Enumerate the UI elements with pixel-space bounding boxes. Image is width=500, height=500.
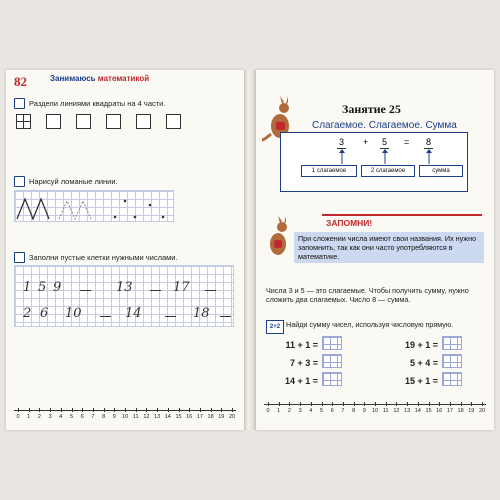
number-line-label: 5: [69, 414, 74, 420]
number-line-label: 11: [382, 408, 389, 414]
running-head-accent: математикой: [97, 74, 150, 83]
number-line-tick: [450, 402, 451, 406]
number-line-tick: [279, 402, 280, 406]
number-line-left: [14, 410, 236, 424]
label-addend-2: 2 слагаемое: [361, 165, 415, 177]
polyline-drawings: [15, 191, 175, 223]
number-line-tick: [189, 408, 190, 412]
grid-number: 10: [65, 306, 82, 321]
left-page: [6, 70, 244, 430]
number-line-label: 16: [186, 414, 193, 420]
number-line-label: 7: [341, 408, 345, 414]
number-line-label: 19: [468, 408, 475, 414]
grid-number: 1: [23, 280, 32, 295]
number-line-tick: [461, 402, 462, 406]
number-line-tick: [407, 402, 408, 406]
number-line-label: 10: [371, 408, 379, 414]
number-line-tick: [482, 402, 483, 406]
number-line-tick: [157, 408, 158, 412]
blank-dash: [100, 316, 111, 317]
number-line-tick: [146, 408, 147, 412]
number-line-tick: [429, 402, 430, 406]
grid-number: 17: [173, 280, 190, 295]
number-line-label: 13: [404, 408, 411, 414]
number-line-label: 12: [143, 414, 150, 420]
number-line-tick: [471, 402, 472, 406]
number-line-label: 19: [218, 414, 225, 420]
number-line-label: 2: [287, 408, 291, 414]
running-head-text: Занимаюсь: [50, 74, 98, 83]
square: [166, 114, 181, 129]
number-line-label: 15: [175, 414, 182, 420]
number-line-label: 18: [207, 414, 214, 420]
answer-box[interactable]: [442, 372, 462, 386]
book-gutter: [244, 70, 256, 430]
remember-rule: [322, 214, 482, 216]
square: [46, 114, 61, 129]
number-line-tick: [311, 402, 312, 406]
number-line-label: 8: [102, 414, 106, 420]
number-line-tick: [300, 402, 301, 406]
number-line-label: 7: [91, 414, 95, 420]
number-line-tick: [418, 402, 419, 406]
addition-diagram: [280, 132, 468, 192]
lesson-title: Занятие 25: [342, 102, 401, 116]
number-line-label: 1: [27, 414, 31, 420]
grid-number: 18: [193, 306, 210, 321]
number-line-tick: [386, 402, 387, 406]
kangaroo-icon: [262, 216, 292, 260]
answer-box[interactable]: [322, 354, 342, 368]
square: [76, 114, 91, 129]
answer-box[interactable]: [322, 336, 342, 350]
number-line-tick: [125, 408, 126, 412]
equation: 5 + 4 =: [409, 358, 438, 368]
body-text: Числа 3 и 5 — это слагаемые. Чтобы получить сумму, нужно сложить два слагаемых. Число 8 — сумма.: [266, 286, 469, 304]
divider-line: [17, 121, 30, 122]
number-line-tick: [72, 408, 73, 412]
grid-number: 14: [125, 306, 142, 321]
number-line-tick: [93, 408, 94, 412]
running-head: [50, 74, 149, 83]
grid-number: 2: [23, 306, 32, 321]
addend-1: 3: [339, 137, 345, 147]
number-line-label: 6: [330, 408, 334, 414]
square: [136, 114, 151, 129]
remember-heading: ЗАПОМНИ!: [326, 218, 373, 228]
number-line-tick: [396, 402, 397, 406]
number-line-label: 15: [425, 408, 432, 414]
task1-text: Раздели линиями квадраты на 4 части.: [29, 99, 166, 108]
number-line-label: 0: [16, 414, 20, 420]
equation: 14 + 1 =: [284, 376, 318, 386]
number-line-label: 8: [352, 408, 356, 414]
number-line-tick: [221, 408, 222, 412]
lesson-subtitle: Слагаемое. Слагаемое. Сумма: [312, 120, 457, 131]
number-line-label: 17: [446, 408, 453, 414]
polyline-grid: [14, 190, 174, 222]
equation: 19 + 1 =: [404, 340, 438, 350]
grid-number: 5: [38, 280, 47, 295]
number-line-label: 6: [80, 414, 84, 420]
square: [106, 114, 121, 129]
sum-value: 8: [426, 137, 432, 147]
square-divided: [16, 114, 31, 129]
number-line-tick: [354, 402, 355, 406]
number-line-label: 3: [48, 414, 52, 420]
label-addend-1: 1 слагаемое: [301, 165, 357, 177]
task3-text: Заполни пустые клетки нужными числами.: [29, 253, 178, 262]
number-line-tick: [61, 408, 62, 412]
number-line-tick: [29, 408, 30, 412]
number-line-label: 9: [362, 408, 366, 414]
task-badge: 2+2: [266, 320, 284, 334]
number-line-tick: [168, 408, 169, 412]
number-line-tick: [332, 402, 333, 406]
number-line-label: 4: [309, 408, 313, 414]
pencil-icon: [14, 252, 25, 263]
number-line-tick: [343, 402, 344, 406]
equation: 11 + 1 =: [285, 340, 318, 350]
number-line-tick: [211, 408, 212, 412]
blank-dash: [220, 316, 231, 317]
number-line-tick: [200, 408, 201, 412]
number-line-tick: [375, 402, 376, 406]
remember-text: При сложении числа имеют свои названия. Их нужно запомнить, так как они часто употребляются в математике.: [294, 232, 484, 263]
number-line-tick: [39, 408, 40, 412]
page-number: 82: [14, 74, 27, 89]
answer-box[interactable]: [442, 336, 462, 350]
number-line-label: 14: [164, 414, 171, 420]
number-line-tick: [114, 408, 115, 412]
plus-sign: +: [363, 137, 369, 147]
number-line-tick: [439, 402, 440, 406]
number-line-tick: [364, 402, 365, 406]
task2-text: Нарисуй ломаные линии.: [29, 177, 118, 186]
blank-dash: [205, 290, 216, 291]
number-line-label: 11: [132, 414, 139, 420]
number-line-tick: [268, 402, 269, 406]
number-line-right: [264, 404, 486, 418]
number-line-label: 12: [393, 408, 400, 414]
number-line-ticks: [264, 404, 486, 418]
blank-dash: [165, 316, 176, 317]
number-line-label: 20: [228, 414, 236, 420]
number-line-label: 9: [112, 414, 116, 420]
number-line-tick: [18, 408, 19, 412]
pencil-icon: [14, 98, 25, 109]
label-sum: сумма: [419, 165, 463, 177]
number-line-tick: [322, 402, 323, 406]
grid-number: 6: [40, 306, 49, 321]
number-line-tick: [82, 408, 83, 412]
number-line-label: 10: [121, 414, 129, 420]
number-line-label: 5: [319, 408, 324, 414]
number-line-label: 0: [266, 408, 270, 414]
addend-2: 5: [382, 137, 388, 147]
grid-number: 13: [116, 280, 133, 295]
equation: 15 + 1 =: [404, 376, 438, 386]
number-line-tick: [179, 408, 180, 412]
blank-dash: [80, 290, 91, 291]
number-line-ticks: [14, 410, 236, 424]
number-line-label: 20: [478, 408, 486, 414]
number-line-label: 1: [277, 408, 281, 414]
number-line-tick: [136, 408, 137, 412]
number-line-tick: [104, 408, 105, 412]
number-line-tick: [232, 408, 233, 412]
answer-box[interactable]: [442, 354, 462, 368]
number-line-label: 17: [196, 414, 203, 420]
pencil-icon: [14, 176, 25, 187]
right-page: [256, 70, 494, 430]
task-text: Найди сумму чисел, используя числовую прямую.: [286, 320, 454, 329]
number-line-label: 13: [154, 414, 161, 420]
arrows: [281, 149, 467, 165]
number-line-label: 16: [436, 408, 443, 414]
grid-number: 9: [53, 280, 62, 295]
equals-sign: =: [404, 137, 410, 147]
number-line-label: 18: [457, 408, 464, 414]
answer-box[interactable]: [322, 372, 342, 386]
equation: 7 + 3 =: [289, 358, 318, 368]
number-line-label: 3: [298, 408, 302, 414]
blank-dash: [150, 290, 161, 291]
number-line-tick: [50, 408, 51, 412]
number-line-label: 4: [59, 414, 63, 420]
number-line-tick: [289, 402, 290, 406]
numbers-grid: [14, 265, 234, 327]
number-line-label: 2: [37, 414, 41, 420]
number-line-label: 14: [414, 408, 421, 414]
